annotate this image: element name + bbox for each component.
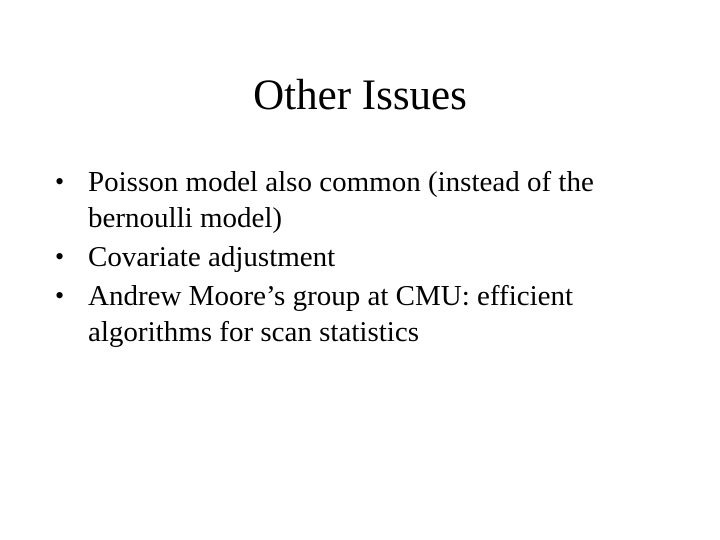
bullet-list xyxy=(52,164,672,353)
bullet-marker: • xyxy=(55,167,65,196)
bullet-text: Poisson model also common (instead of the bernoulli model) xyxy=(88,166,594,234)
bullet-marker: • xyxy=(55,242,65,271)
slide-title: Other Issues xyxy=(253,72,467,119)
bullet-item xyxy=(52,278,672,350)
bullet-marker: • xyxy=(55,281,65,310)
bullet-text: Andrew Moore’s group at CMU: efficient algorithms for scan statistics xyxy=(88,280,574,348)
bullet-item xyxy=(52,239,672,275)
bullet-text: Covariate adjustment xyxy=(88,241,336,273)
bullet-item xyxy=(52,164,672,236)
